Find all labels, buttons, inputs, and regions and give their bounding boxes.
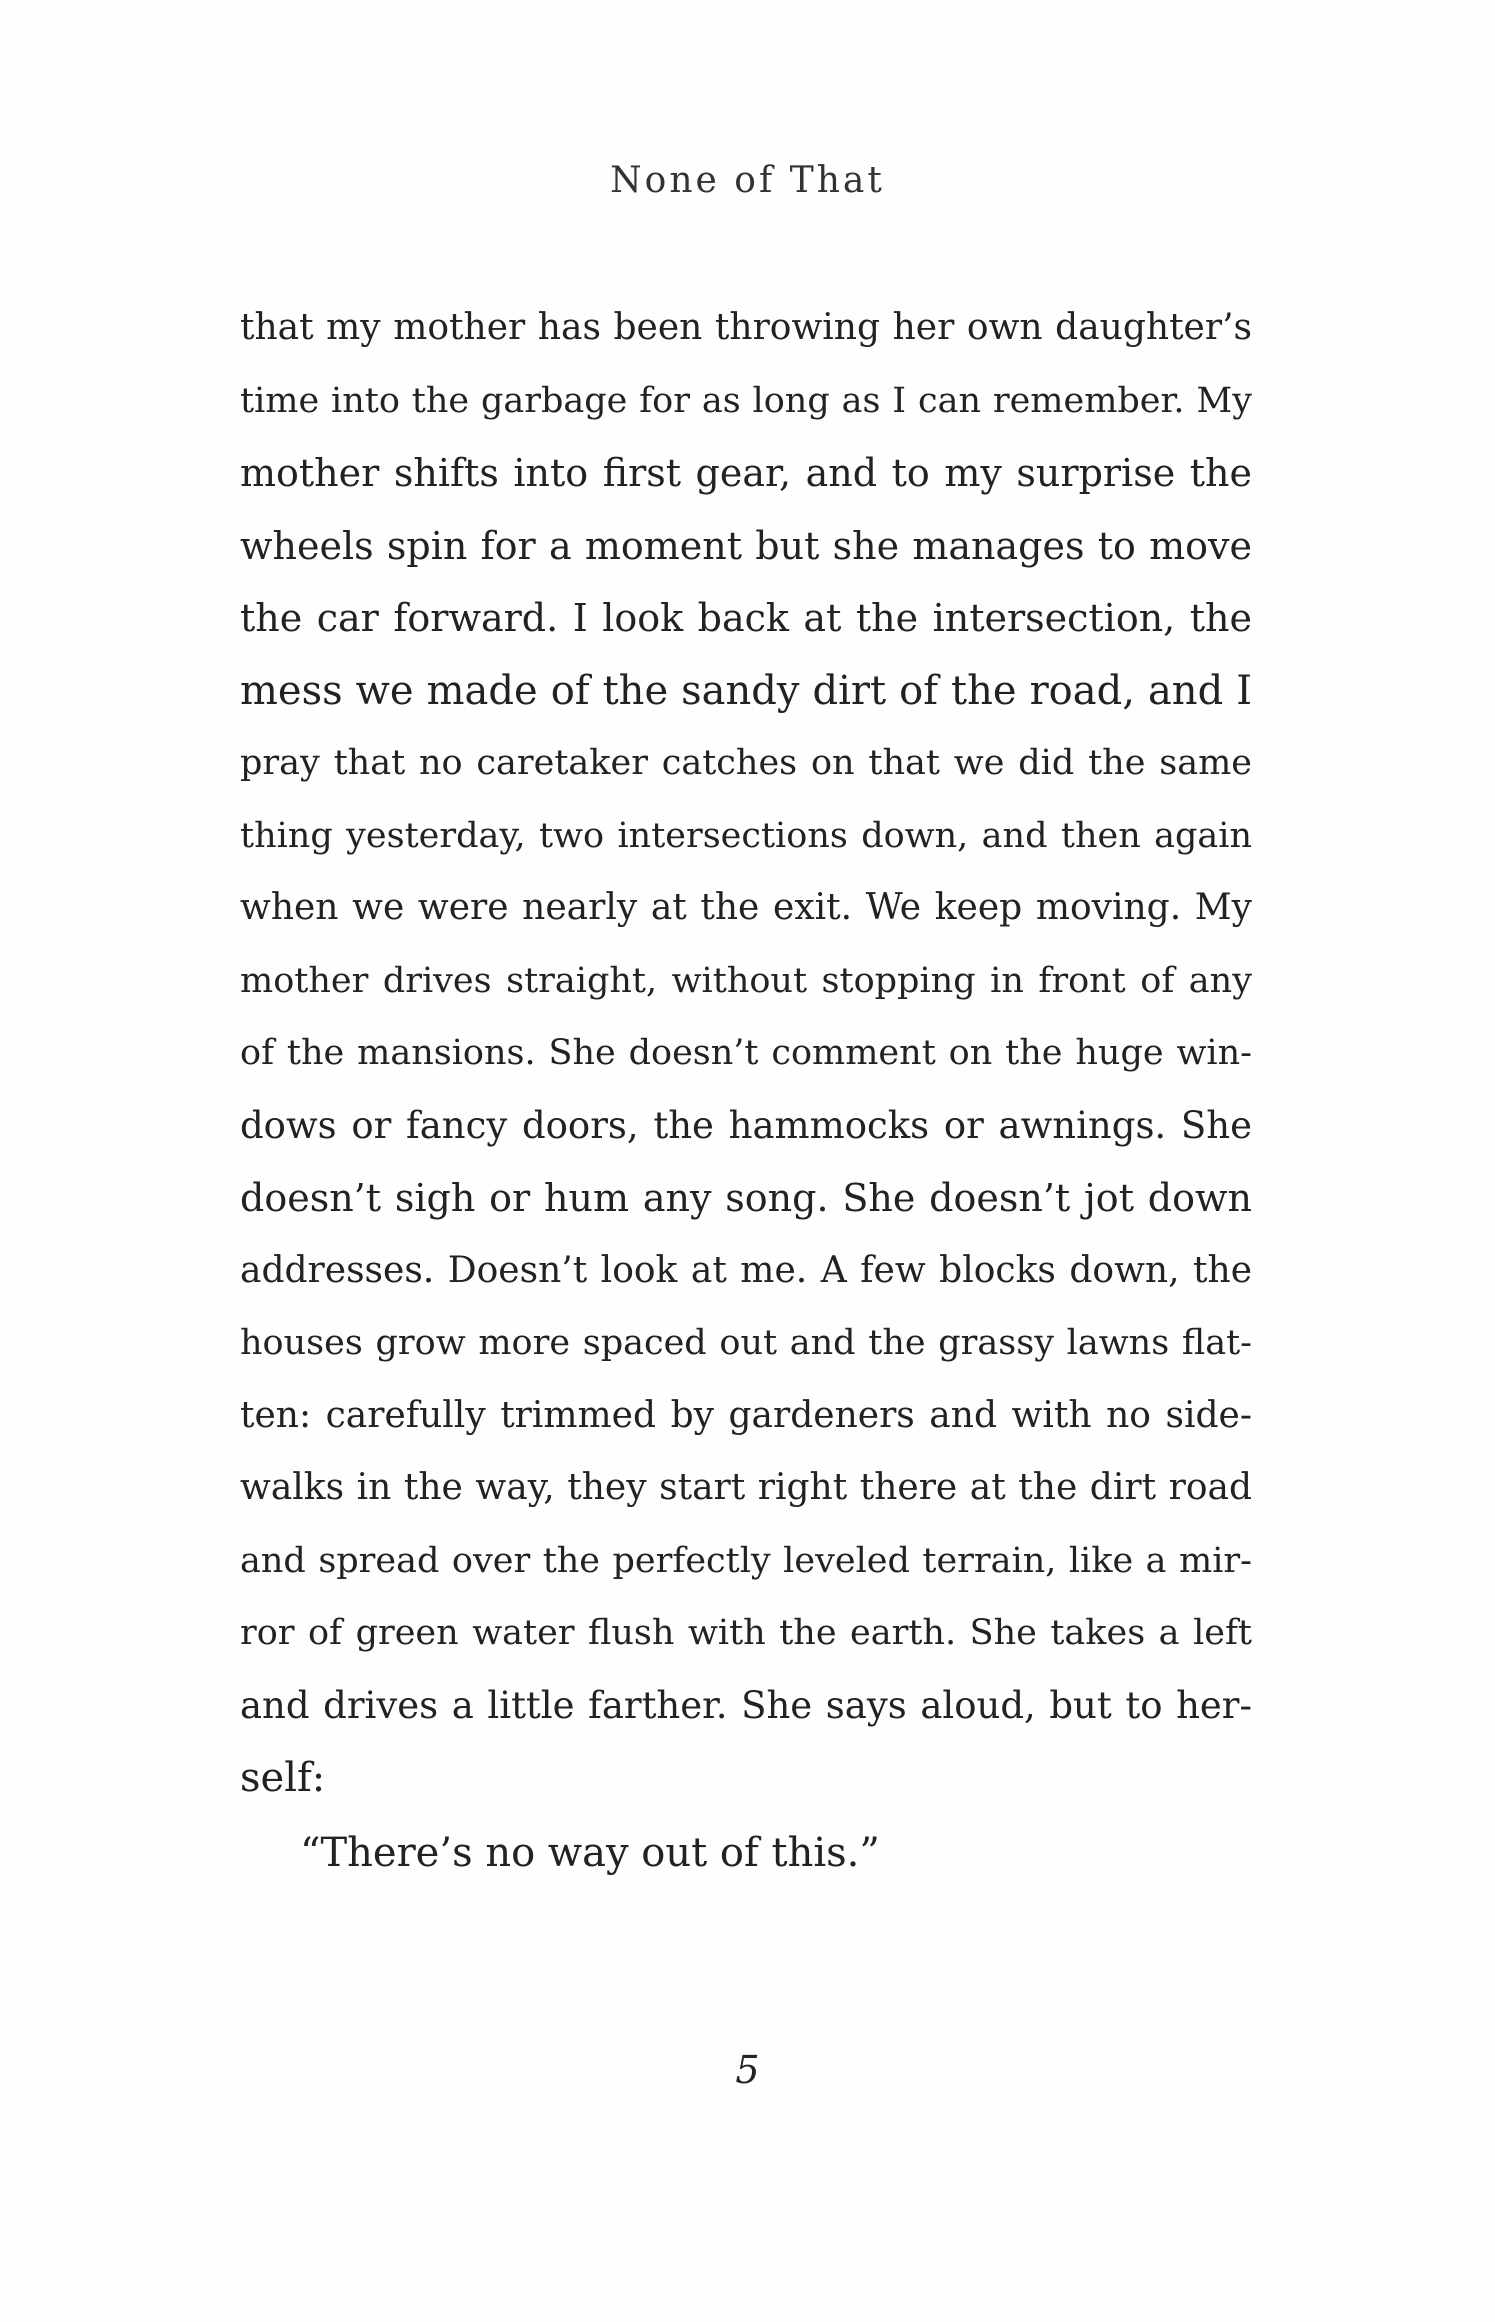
- text-line: that my mother has been throwing her own daughter’s: [240, 307, 1252, 348]
- body-text: [240, 292, 1252, 1889]
- text-line: mother drives straight, without stopping in front of any: [240, 960, 1252, 1001]
- text-line: addresses. Doesn’t look at me. A few blocks down, the: [240, 1249, 1252, 1291]
- text-line: self:: [240, 1755, 326, 1801]
- text-line: the car forward. I look back at the intersection, the: [240, 596, 1252, 640]
- text-line: and drives a little farther. She says aloud, but to her-: [240, 1683, 1252, 1727]
- text-line: mess we made of the sandy dirt of the road, and I: [240, 667, 1252, 714]
- text-line: time into the garbage for as long as I can remember. My: [240, 380, 1252, 421]
- running-head: None of That: [610, 160, 885, 201]
- text-line: wheels spin for a moment but she manages to move: [240, 523, 1252, 568]
- page-number: 5: [735, 2048, 760, 2092]
- text-line: walks in the way, they start right there at the dirt road: [240, 1467, 1252, 1508]
- text-line: ror of green water flush with the earth. She takes a left: [240, 1613, 1252, 1653]
- text-line: dows or fancy doors, the hammocks or awnings. She: [240, 1103, 1252, 1147]
- text-line: thing yesterday, two intersections down, and then again: [240, 815, 1252, 856]
- text-line: pray that no caretaker catches on that we did the same: [240, 743, 1252, 783]
- text-line: of the mansions. She doesn’t comment on the huge win-: [240, 1033, 1252, 1073]
- dialogue-line: “There’s no way out of this.”: [300, 1829, 880, 1876]
- text-line: doesn’t sigh or hum any song. She doesn’t jot down: [240, 1176, 1252, 1220]
- text-line: ten: carefully trimmed by gardeners and with no side-: [240, 1394, 1252, 1436]
- text-line: mother shifts into first gear, and to my surprise the: [240, 451, 1252, 495]
- text-line: houses grow more spaced out and the grassy lawns flat-: [240, 1323, 1252, 1363]
- text-line: and spread over the perfectly leveled terrain, like a mir-: [240, 1540, 1252, 1581]
- text-line: when we were nearly at the exit. We keep moving. My: [240, 887, 1252, 928]
